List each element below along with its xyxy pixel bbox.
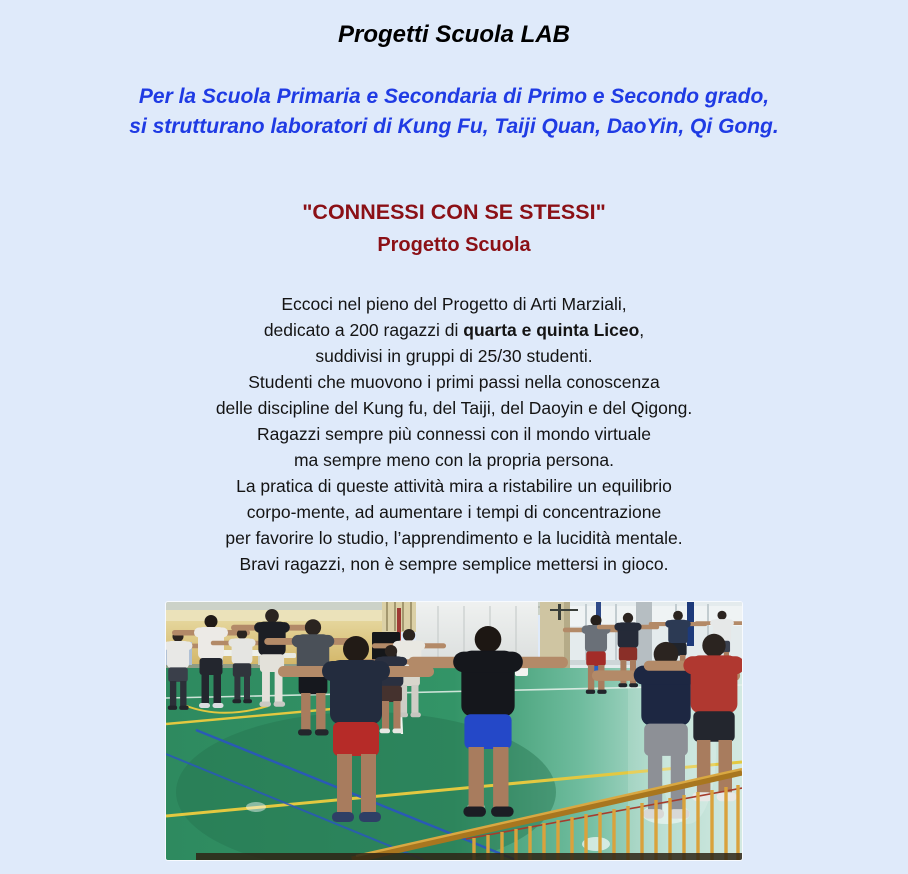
page-title: Progetti Scuola LAB xyxy=(337,21,571,48)
description-line: La pratica di queste attività mira a ristabilire un equilibrio xyxy=(236,476,672,496)
gym-photo xyxy=(166,602,742,860)
description-line: dedicato a 200 ragazzi di quarta e quinta Liceo, xyxy=(263,320,645,340)
intro-line-2: si strutturano laboratori di Kung Fu, Taiji Quan, DaoYin, Qi Gong. xyxy=(129,115,779,138)
intro-line-1: Per la Scuola Primaria e Secondaria di Primo e Secondo grado, xyxy=(138,85,770,108)
description-line: corpo-mente, ad aumentare i tempi di concentrazione xyxy=(246,502,662,522)
description-line: Bravi ragazzi, non è sempre semplice mettersi in gioco. xyxy=(239,554,669,574)
bold-highlight: quarta e quinta Liceo xyxy=(463,320,640,340)
description-line: Eccoci nel pieno del Progetto di Arti Marziali, xyxy=(281,294,627,314)
description-line: delle discipline del Kung fu, del Taiji, del Daoyin e del Qigong. xyxy=(215,398,693,418)
project-heading: "CONNESSI CON SE STESSI" xyxy=(302,200,606,224)
description-line: Studenti che muovono i primi passi nella conoscenza xyxy=(248,372,660,392)
project-description xyxy=(0,291,908,577)
description-line: suddivisi in gruppi di 25/30 studenti. xyxy=(315,346,593,366)
project-subheading: Progetto Scuola xyxy=(377,234,531,256)
intro-text xyxy=(0,82,908,142)
description-line: per favorire lo studio, l’apprendimento e la lucidità mentale. xyxy=(225,528,683,548)
description-line: Ragazzi sempre più connessi con il mondo virtuale xyxy=(257,424,651,444)
description-line: ma sempre meno con la propria persona. xyxy=(293,450,615,470)
